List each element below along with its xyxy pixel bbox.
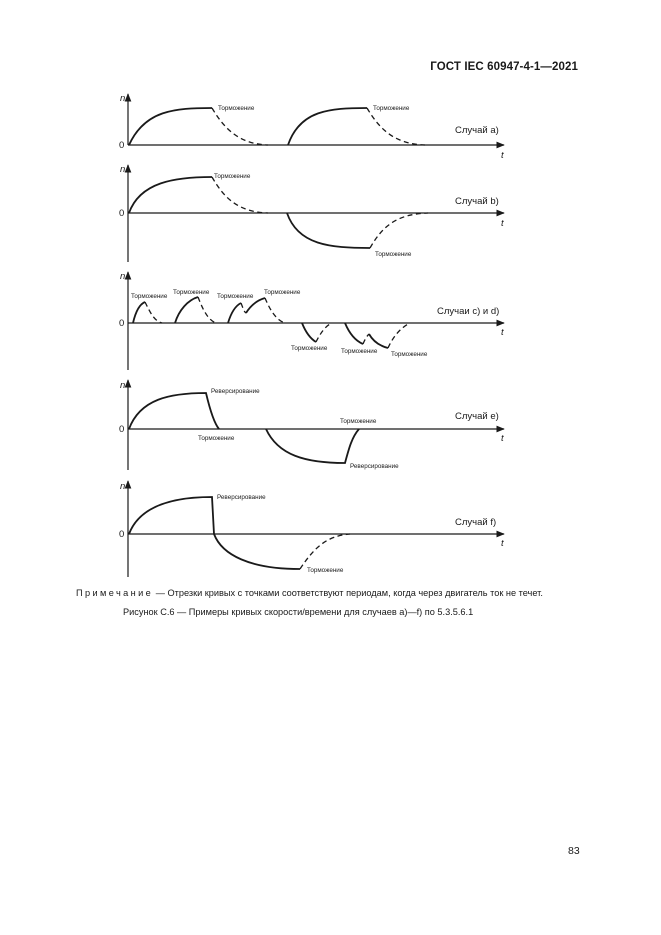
page-number: 83 <box>568 845 580 857</box>
annotation-reversal: Реверсирование <box>211 388 260 395</box>
braking-curve-dashed <box>212 108 268 145</box>
y-axis-label: n <box>120 164 126 175</box>
y-axis-label: n <box>120 380 126 391</box>
braking-curve-dashed <box>265 298 285 323</box>
braking-curve-dashed <box>241 303 246 313</box>
annotation-braking: Торможение <box>214 173 251 180</box>
annotation-braking: Торможение <box>198 435 235 442</box>
case-label: Случай а) <box>455 125 499 136</box>
reversal-curve <box>266 429 359 463</box>
case-label: Случаи с) и d) <box>437 306 500 317</box>
braking-curve-dashed <box>198 297 216 323</box>
note-text: — Отрезки кривых с точками соответствуют периодам, когда через двигатель ток не течет. <box>153 588 543 598</box>
braking-curve-dashed <box>388 323 410 348</box>
annotation-braking: Торможение <box>173 289 210 296</box>
reversal-curve <box>129 497 300 569</box>
reverse-acceleration-curve <box>302 323 316 342</box>
y-axis-label: n <box>120 481 126 492</box>
panel-case-cd <box>119 271 504 370</box>
panel-case-e <box>119 380 504 470</box>
document-header: ГОСТ IEC 60947-4-1—2021 <box>430 61 578 73</box>
zero-label: 0 <box>119 318 125 329</box>
braking-curve-dashed <box>145 302 162 323</box>
annotation-braking: Торможение <box>307 567 344 574</box>
reverse-acceleration-curve <box>369 334 388 348</box>
annotation-braking: Торможение <box>291 345 328 352</box>
braking-curve-dashed <box>316 323 332 342</box>
annotation-braking: Торможение <box>341 348 378 355</box>
reverse-acceleration-curve <box>345 323 363 344</box>
zero-label: 0 <box>119 424 125 435</box>
panel-case-f <box>119 481 504 577</box>
zero-label: 0 <box>119 208 125 219</box>
y-axis-label: n <box>120 271 126 282</box>
annotation-braking: Торможение <box>264 289 301 296</box>
braking-curve-dashed <box>370 213 428 248</box>
case-label: Случай е) <box>455 411 499 422</box>
annotation-reversal: Реверсирование <box>217 494 266 501</box>
x-axis-label: t <box>501 433 504 444</box>
braking-curve-dashed <box>212 177 268 213</box>
x-axis-label: t <box>501 327 504 338</box>
braking-curve-dashed <box>300 534 350 569</box>
acceleration-curve <box>228 303 241 323</box>
panel-case-b <box>119 164 504 262</box>
braking-curve-dashed <box>367 108 425 145</box>
zero-label: 0 <box>119 529 125 540</box>
annotation-braking: Торможение <box>373 105 410 112</box>
acceleration-curve <box>288 108 367 145</box>
acceleration-curve <box>175 297 198 323</box>
braking-curve-dashed <box>363 334 369 344</box>
case-label: Случай f) <box>455 517 497 528</box>
reversal-curve <box>129 393 219 429</box>
x-axis-label: t <box>501 218 504 229</box>
x-axis-label: t <box>501 150 504 161</box>
figure-note <box>76 588 543 598</box>
figure-caption: Рисунок С.6 — Примеры кривых скорости/времени для случаев а)—f) по 5.3.5.6.1 <box>123 607 474 617</box>
x-axis-label: t <box>501 538 504 549</box>
acceleration-curve <box>133 302 145 323</box>
annotation-braking: Торможение <box>391 351 428 358</box>
acceleration-curve <box>129 177 212 213</box>
panel-case-a <box>119 93 504 161</box>
acceleration-curve <box>246 298 265 313</box>
annotation-braking: Торможение <box>131 293 168 300</box>
acceleration-curve <box>129 108 212 145</box>
annotation-reversal: Реверсирование <box>350 463 399 470</box>
y-axis-label: n <box>120 93 126 104</box>
annotation-braking: Торможение <box>375 251 412 258</box>
case-label: Случай b) <box>455 196 499 207</box>
annotation-braking: Торможение <box>340 418 377 425</box>
reverse-acceleration-curve <box>287 213 370 248</box>
annotation-braking: Торможение <box>217 293 254 300</box>
note-prefix: Примечание <box>76 588 154 598</box>
zero-label: 0 <box>119 140 125 151</box>
annotation-braking: Торможение <box>218 105 255 112</box>
